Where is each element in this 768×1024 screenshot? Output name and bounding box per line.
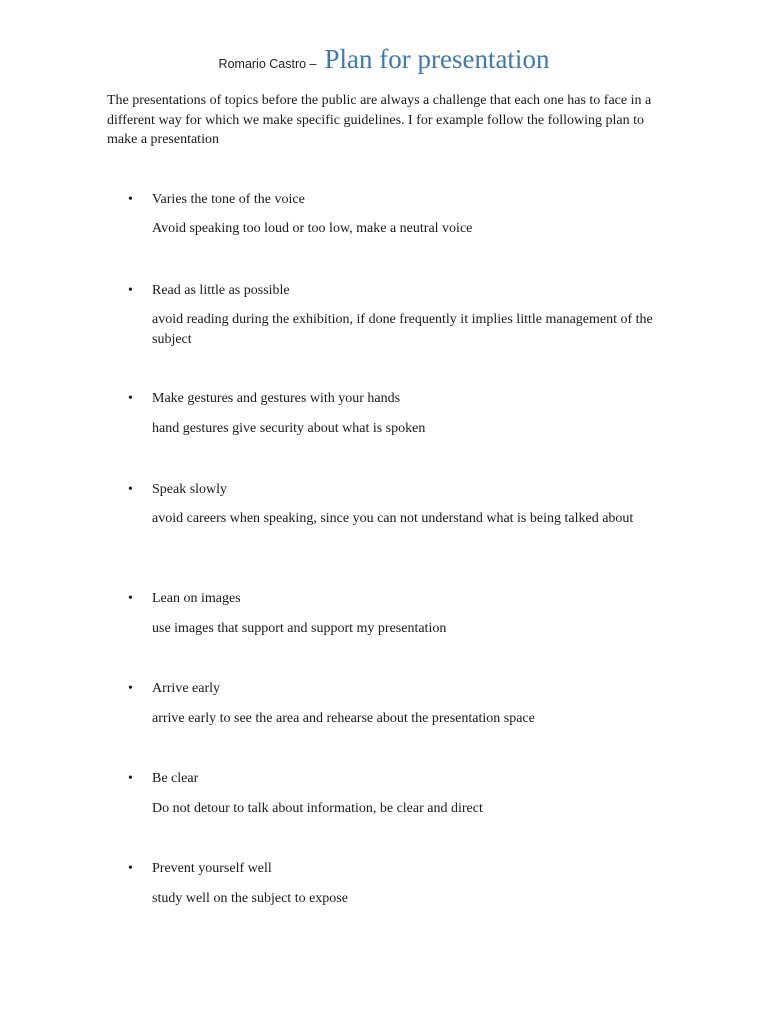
list-item-detail: Avoid speaking too loud or too low, make a neutral voice: [152, 221, 473, 236]
bullet-icon: •: [128, 192, 133, 207]
page-title: Plan for presentation: [324, 44, 550, 74]
list-item-heading: Be clear: [152, 771, 199, 786]
list-item-heading: Make gestures and gestures with your hands: [152, 391, 401, 406]
list-item-heading: Arrive early: [152, 681, 221, 696]
list-item-detail: arrive early to see the area and rehearse about the presentation space: [152, 711, 535, 726]
bullet-icon: •: [128, 591, 133, 606]
list-item-heading: Lean on images: [152, 591, 241, 606]
list-item-heading: Read as little as possible: [152, 283, 290, 298]
intro-paragraph: The presentations of topics before the public are always a challenge that each one has to face in a different way for which we make specific guidelines. I for example follow the following plan to make a presentation: [107, 93, 652, 147]
bullet-icon: •: [128, 391, 133, 406]
bullet-icon: •: [128, 482, 133, 497]
list-item-detail: Do not detour to talk about information, be clear and direct: [152, 801, 483, 816]
author-name: Romario Castro –: [218, 57, 317, 71]
title-line: [0, 44, 768, 75]
list-item-detail: use images that support and support my presentation: [152, 621, 447, 636]
list-item-detail: hand gestures give security about what is spoken: [152, 421, 426, 436]
list-item-heading: Speak slowly: [152, 482, 228, 497]
bullet-icon: •: [128, 681, 133, 696]
list-item-detail: study well on the subject to expose: [152, 891, 348, 906]
list-item-detail: avoid careers when speaking, since you can not understand what is being talked about: [152, 511, 634, 526]
bullet-icon: •: [128, 861, 133, 876]
list-item-heading: Varies the tone of the voice: [152, 192, 305, 207]
list-item-heading: Prevent yourself well: [152, 861, 272, 876]
bullet-icon: •: [128, 283, 133, 298]
bullet-icon: •: [128, 771, 133, 786]
list-item-detail: avoid reading during the exhibition, if done frequently it implies little management of the subject: [152, 312, 653, 347]
